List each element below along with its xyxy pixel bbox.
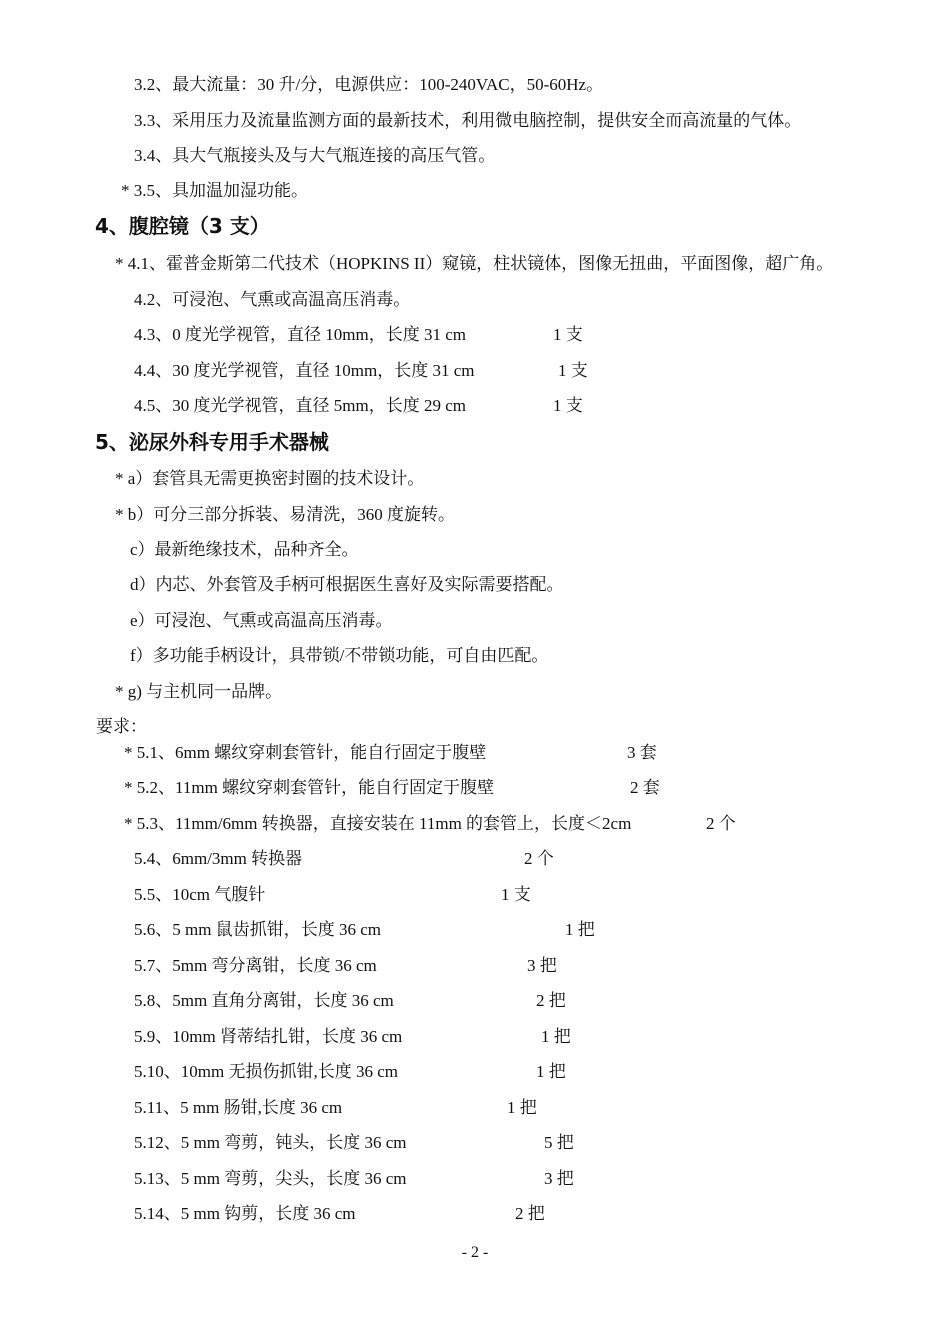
quantity-5-3: 2 个	[706, 814, 736, 833]
feature-e: e）可浸泡、气熏或高温高压消毒。	[130, 611, 393, 630]
feature-f: f）多功能手柄设计，具带锁/不带锁功能，可自由匹配。	[130, 646, 549, 665]
requirement-5-5: 5.5、10cm 气腹针	[134, 885, 266, 904]
quantity-5-1: 3 套	[627, 743, 657, 762]
requirement-5-3: * 5.3、11mm/6mm 转换器，直接安装在 11mm 的套管上，长度＜2cm	[124, 814, 632, 833]
quantity-5-7: 3 把	[527, 956, 557, 975]
spec-item-4-3: 4.3、0 度光学视管，直径 10mm，长度 31 cm	[134, 325, 466, 344]
spec-item-4-1: * 4.1、霍普金斯第二代技术（HOPKINS II）窥镜，柱状镜体，图像无扭曲，平面图像，超广角。	[115, 254, 834, 273]
spec-item-4-2: 4.2、可浸泡、气熏或高温高压消毒。	[134, 290, 411, 309]
requirement-5-7: 5.7、5mm 弯分离钳，长度 36 cm	[134, 956, 377, 975]
quantity-5-4: 2 个	[524, 849, 554, 868]
requirement-5-6: 5.6、5 mm 鼠齿抓钳，长度 36 cm	[134, 920, 381, 939]
spec-item-4-4: 4.4、30 度光学视管，直径 10mm，长度 31 cm	[134, 361, 475, 380]
requirement-5-2: * 5.2、11mm 螺纹穿刺套管针，能自行固定于腹壁	[124, 778, 495, 797]
quantity-5-11: 1 把	[507, 1098, 537, 1117]
spec-item-4-5: 4.5、30 度光学视管，直径 5mm，长度 29 cm	[134, 396, 466, 415]
section-5-heading: 5、泌尿外科专用手术器械	[95, 430, 329, 454]
requirements-label: 要求：	[96, 717, 147, 736]
feature-a: * a）套管具无需更换密封圈的技术设计。	[115, 469, 425, 488]
requirement-5-14: 5.14、5 mm 钩剪，长度 36 cm	[134, 1204, 356, 1223]
quantity-5-13: 3 把	[544, 1169, 574, 1188]
quantity-5-10: 1 把	[536, 1062, 566, 1081]
section-4-heading: 4、腹腔镜（3 支）	[95, 214, 270, 238]
spec-item-3-2: 3.2、最大流量：30 升/分，电源供应：100-240VAC，50-60Hz。	[134, 75, 604, 94]
requirement-5-13: 5.13、5 mm 弯剪，尖头，长度 36 cm	[134, 1169, 407, 1188]
feature-d: d）内芯、外套管及手柄可根据医生喜好及实际需要搭配。	[130, 575, 564, 594]
quantity-5-2: 2 套	[630, 778, 660, 797]
spec-item-3-3: 3.3、采用压力及流量监测方面的最新技术，利用微电脑控制，提供安全而高流量的气体。	[134, 111, 802, 130]
requirement-5-10: 5.10、10mm 无损伤抓钳,长度 36 cm	[134, 1062, 398, 1081]
quantity-5-14: 2 把	[515, 1204, 545, 1223]
quantity-5-9: 1 把	[541, 1027, 571, 1046]
requirement-5-11: 5.11、5 mm 肠钳,长度 36 cm	[134, 1098, 343, 1117]
quantity-5-12: 5 把	[544, 1133, 574, 1152]
quantity-4-3: 1 支	[553, 325, 583, 344]
feature-g: * g) 与主机同一品牌。	[115, 682, 283, 701]
quantity-4-4: 1 支	[558, 361, 588, 380]
spec-item-3-5: * 3.5、具加温加湿功能。	[121, 181, 308, 200]
feature-c: c）最新绝缘技术，品种齐全。	[130, 540, 359, 559]
requirement-5-8: 5.8、5mm 直角分离钳，长度 36 cm	[134, 991, 394, 1010]
page-number: - 2 -	[461, 1244, 489, 1261]
quantity-5-8: 2 把	[536, 991, 566, 1010]
feature-b: * b）可分三部分拆装、易清洗，360 度旋转。	[115, 505, 455, 524]
spec-item-3-4: 3.4、具大气瓶接头及与大气瓶连接的高压气管。	[134, 146, 496, 165]
requirement-5-12: 5.12、5 mm 弯剪，钝头，长度 36 cm	[134, 1133, 407, 1152]
requirement-5-9: 5.9、10mm 肾蒂结扎钳，长度 36 cm	[134, 1027, 403, 1046]
requirement-5-4: 5.4、6mm/3mm 转换器	[134, 849, 303, 868]
quantity-4-5: 1 支	[553, 396, 583, 415]
requirement-5-1: * 5.1、6mm 螺纹穿刺套管针，能自行固定于腹壁	[124, 743, 487, 762]
quantity-5-6: 1 把	[565, 920, 595, 939]
quantity-5-5: 1 支	[501, 885, 531, 904]
